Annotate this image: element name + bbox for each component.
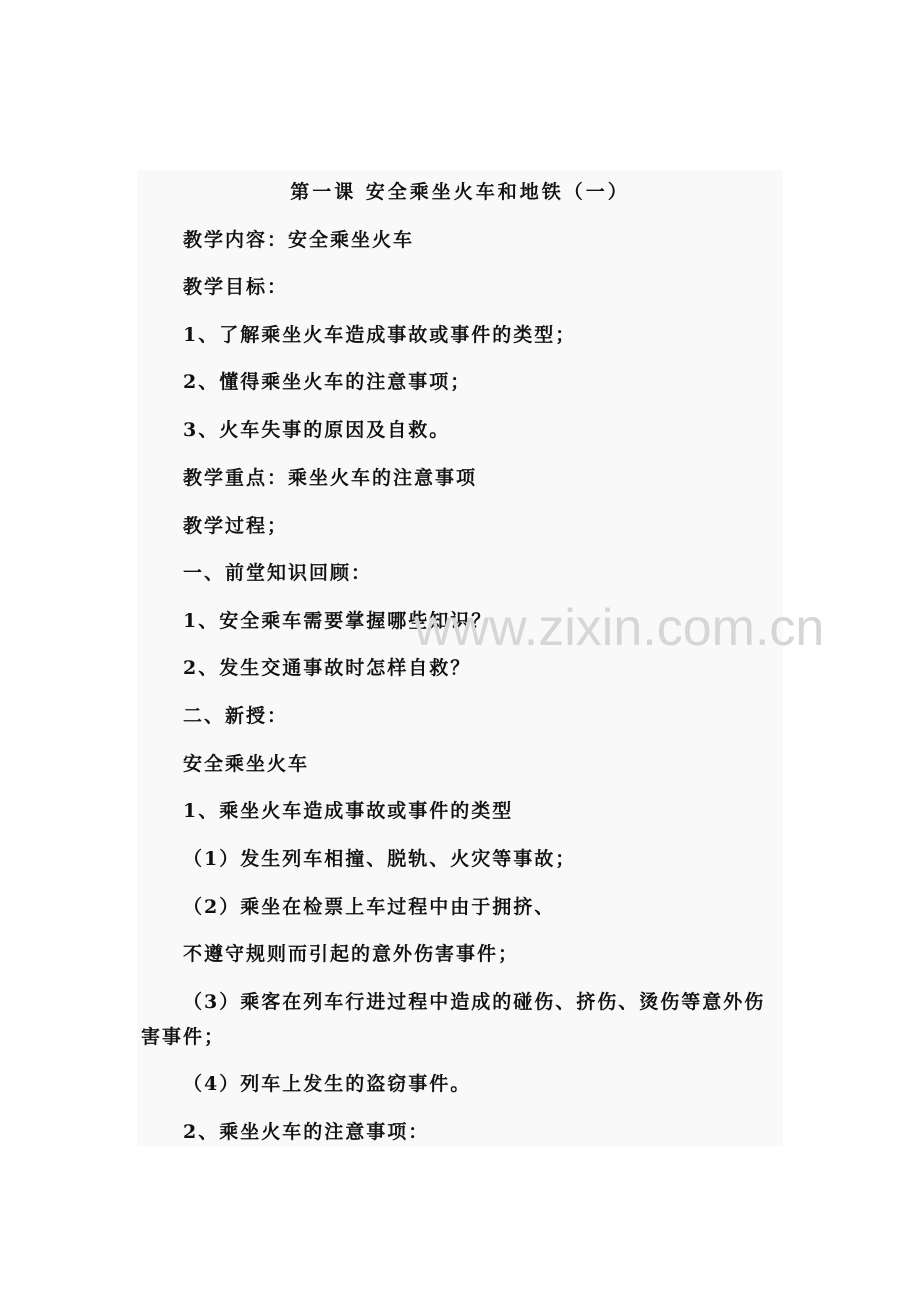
watermark: www.zixin.com.cn	[414, 599, 825, 657]
document-title: 第一课 安全乘坐火车和地铁（一）	[290, 181, 630, 203]
content-line: （2）乘坐在检票上车过程中由于拥挤、	[183, 896, 556, 918]
content-line: 1、乘坐火车造成事故或事件的类型	[183, 800, 514, 822]
content-line: 教学重点：乘坐火车的注意事项	[183, 467, 478, 489]
content-line: 1、了解乘坐火车造成事故或事件的类型；	[183, 324, 577, 346]
content-line: 教学过程；	[183, 515, 289, 537]
content-line: 二、新授：	[183, 705, 289, 727]
content-line: （1）发生列车相撞、脱轨、火灾等事故；	[183, 848, 577, 870]
content-line: （4）列车上发生的盗窃事件。	[183, 1073, 472, 1095]
content-line: 2、乘坐火车的注意事项：	[183, 1121, 430, 1143]
content-line: 教学目标：	[183, 276, 289, 298]
content-line: 不遵守规则而引起的意外伤害事件；	[183, 943, 520, 965]
content-line: 教学内容：安全乘坐火车	[183, 229, 415, 251]
content-line: 3、火车失事的原因及自救。	[183, 419, 451, 441]
content-line: 2、发生交通事故时怎样自救？	[183, 657, 472, 679]
content-line: 一、前堂知识回顾：	[183, 562, 373, 584]
content-line: 2、懂得乘坐火车的注意事项；	[183, 371, 472, 393]
content-line: 害事件；	[141, 1026, 226, 1048]
content-line: 1、安全乘车需要掌握哪些知识？	[183, 610, 493, 632]
content-line: （3）乘客在列车行进过程中造成的碰伤、挤伤、烫伤等意外伤	[183, 991, 766, 1013]
content-line: 安全乘坐火车	[183, 753, 310, 775]
